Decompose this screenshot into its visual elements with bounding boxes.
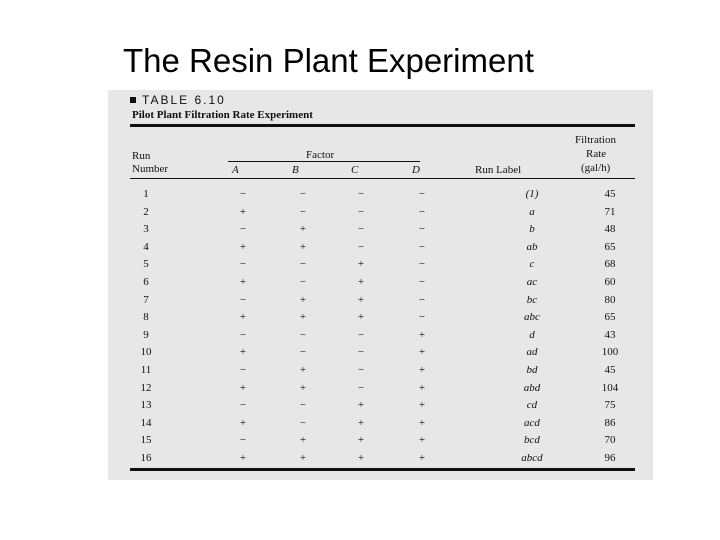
factor-d-cell: + — [418, 434, 426, 447]
factor-c-cell: + — [357, 434, 365, 447]
run-label-cell: b — [529, 223, 535, 236]
factor-b-cell: + — [299, 223, 307, 236]
filtration-rate-cell: 68 — [604, 258, 616, 271]
factor-a-cell: − — [239, 399, 247, 412]
table-caption: Pilot Plant Filtration Rate Experiment — [132, 109, 313, 121]
table-row — [130, 327, 635, 344]
run-label-cell: cd — [526, 399, 538, 412]
filtration-rate-cell: 43 — [604, 328, 616, 341]
table-row — [130, 380, 635, 397]
factor-a-cell: + — [239, 276, 247, 288]
table-row — [130, 432, 635, 449]
run-number-cell: 13 — [140, 399, 152, 412]
factor-rule — [228, 161, 420, 162]
bottom-rule — [130, 468, 635, 471]
factor-c-cell: − — [357, 381, 365, 394]
table-row — [130, 274, 635, 291]
factor-b-cell: − — [299, 205, 307, 218]
factor-b-cell: + — [299, 364, 307, 376]
run-number-cell: 3 — [143, 223, 149, 236]
factor-a-cell: − — [239, 434, 247, 447]
run-label-cell: c — [529, 258, 535, 271]
factor-a-cell: + — [239, 311, 247, 324]
filtration-rate-cell: 45 — [604, 188, 616, 200]
factor-d-cell: + — [418, 416, 426, 429]
factor-b-cell: + — [299, 240, 307, 253]
run-label-cell: bc — [526, 293, 538, 306]
factor-b-cell: − — [299, 188, 307, 200]
run-label-cell: abcd — [521, 452, 543, 464]
factor-a-cell: − — [239, 258, 247, 271]
slide-title: The Resin Plant Experiment — [123, 42, 534, 79]
factor-a-cell: − — [239, 188, 247, 200]
run-number-cell: 1 — [143, 188, 149, 200]
factor-b-cell: − — [299, 328, 307, 341]
filtration-rate-cell: 86 — [604, 416, 616, 429]
square-bullet-icon — [130, 97, 136, 103]
run-number-cell: 2 — [143, 205, 149, 218]
run-label-cell: abc — [524, 311, 540, 324]
factor-b-cell: + — [299, 452, 307, 464]
factor-d-cell: − — [418, 223, 426, 236]
table-row — [130, 362, 635, 379]
filtration-rate-cell: 60 — [604, 276, 616, 288]
factor-a-cell: − — [239, 364, 247, 376]
table-row — [130, 397, 635, 414]
run-label-cell: (1) — [525, 188, 539, 200]
factor-d-cell: − — [418, 276, 426, 288]
header-rule — [130, 178, 635, 179]
factor-b-cell: + — [299, 311, 307, 324]
header-a: A — [232, 164, 239, 176]
run-number-cell: 6 — [143, 276, 149, 288]
header-factor: Factor — [306, 149, 335, 161]
factor-a-cell: − — [239, 328, 247, 341]
factor-a-cell: + — [239, 346, 247, 359]
run-label-cell: acd — [524, 416, 540, 429]
factor-a-cell: − — [239, 223, 247, 236]
factor-c-cell: − — [357, 223, 365, 236]
filtration-rate-cell: 70 — [604, 434, 616, 447]
filtration-rate-cell: 104 — [601, 381, 619, 394]
filtration-rate-cell: 96 — [604, 452, 616, 464]
factor-d-cell: + — [418, 381, 426, 394]
factor-d-cell: + — [418, 346, 426, 359]
header-d: D — [412, 164, 420, 176]
run-label-cell: ac — [526, 276, 538, 288]
run-number-cell: 9 — [143, 328, 149, 341]
header-rate-line1: Filtration — [575, 134, 616, 146]
header-rate-line2: Rate — [586, 148, 607, 160]
run-number-cell: 15 — [140, 434, 152, 447]
run-number-cell: 11 — [140, 364, 152, 376]
factor-c-cell: − — [357, 205, 365, 218]
factor-a-cell: + — [239, 416, 247, 429]
run-number-cell: 16 — [140, 452, 152, 464]
factor-b-cell: + — [299, 434, 307, 447]
factor-a-cell: + — [239, 452, 247, 464]
table-row — [130, 450, 635, 467]
run-label-cell: bcd — [524, 434, 540, 447]
header-c: C — [351, 164, 359, 176]
factor-c-cell: − — [357, 364, 365, 376]
table-row — [130, 344, 635, 361]
factor-b-cell: − — [299, 416, 307, 429]
table-row — [130, 221, 635, 238]
filtration-rate-cell: 48 — [604, 223, 616, 236]
factor-a-cell: + — [239, 381, 247, 394]
header-run-label: Run Label — [475, 164, 522, 176]
factor-c-cell: − — [357, 346, 365, 359]
factor-d-cell: − — [418, 205, 426, 218]
factor-b-cell: − — [299, 399, 307, 412]
table-label — [130, 93, 226, 107]
table-row — [130, 239, 635, 256]
run-label-cell: d — [529, 328, 535, 341]
run-number-cell: 10 — [140, 346, 152, 359]
header-run-line1: Run — [132, 150, 151, 162]
header-rate-line3: (gal/h) — [581, 162, 611, 174]
factor-d-cell: + — [418, 328, 426, 341]
factor-c-cell: + — [357, 276, 365, 288]
run-number-cell: 14 — [140, 416, 152, 429]
run-label-cell: ad — [526, 346, 538, 359]
run-label-cell: bd — [526, 364, 538, 376]
filtration-rate-cell: 65 — [604, 240, 616, 253]
header-b: B — [292, 164, 299, 176]
table-label-text: TABLE 6.10 — [142, 93, 226, 107]
table-row — [130, 204, 635, 221]
table-row — [130, 292, 635, 309]
run-number-cell: 5 — [143, 258, 149, 271]
factor-c-cell: + — [357, 293, 365, 306]
factor-b-cell: + — [299, 381, 307, 394]
factor-c-cell: − — [357, 240, 365, 253]
table-row — [130, 186, 635, 203]
factor-a-cell: + — [239, 205, 247, 218]
factor-d-cell: − — [418, 311, 426, 324]
factor-d-cell: − — [418, 240, 426, 253]
factor-a-cell: − — [239, 293, 247, 306]
run-label-cell: abd — [523, 381, 541, 394]
filtration-rate-cell: 45 — [604, 364, 616, 376]
factor-c-cell: − — [357, 328, 365, 341]
table-row — [130, 415, 635, 432]
filtration-rate-cell: 80 — [604, 293, 616, 306]
table-row — [130, 256, 635, 273]
factor-d-cell: + — [418, 452, 426, 464]
factor-d-cell: + — [418, 399, 426, 412]
factor-b-cell: − — [299, 276, 307, 288]
table-image-panel — [108, 90, 653, 480]
filtration-rate-cell: 75 — [604, 399, 616, 412]
run-label-cell: a — [529, 205, 535, 218]
factor-b-cell: − — [299, 258, 307, 271]
factor-a-cell: + — [239, 240, 247, 253]
factor-c-cell: + — [357, 311, 365, 324]
factor-d-cell: − — [418, 258, 426, 271]
factor-c-cell: − — [357, 188, 365, 200]
factor-c-cell: + — [357, 258, 365, 271]
factor-c-cell: + — [357, 452, 365, 464]
top-rule — [130, 124, 635, 127]
filtration-rate-cell: 71 — [604, 205, 616, 218]
run-number-cell: 8 — [143, 311, 149, 324]
run-number-cell: 7 — [143, 293, 149, 306]
header-run-line2: Number — [132, 163, 169, 175]
factor-d-cell: + — [418, 364, 426, 376]
run-number-cell: 4 — [143, 240, 149, 253]
filtration-rate-cell: 65 — [604, 311, 616, 324]
factor-c-cell: + — [357, 416, 365, 429]
filtration-rate-cell: 100 — [601, 346, 619, 359]
table-row — [130, 309, 635, 326]
factor-c-cell: + — [357, 399, 365, 412]
factor-d-cell: − — [418, 293, 426, 306]
factor-b-cell: − — [299, 346, 307, 359]
run-number-cell: 12 — [140, 381, 152, 394]
factor-d-cell: − — [418, 188, 426, 200]
factor-b-cell: + — [299, 293, 307, 306]
run-label-cell: ab — [526, 240, 538, 253]
